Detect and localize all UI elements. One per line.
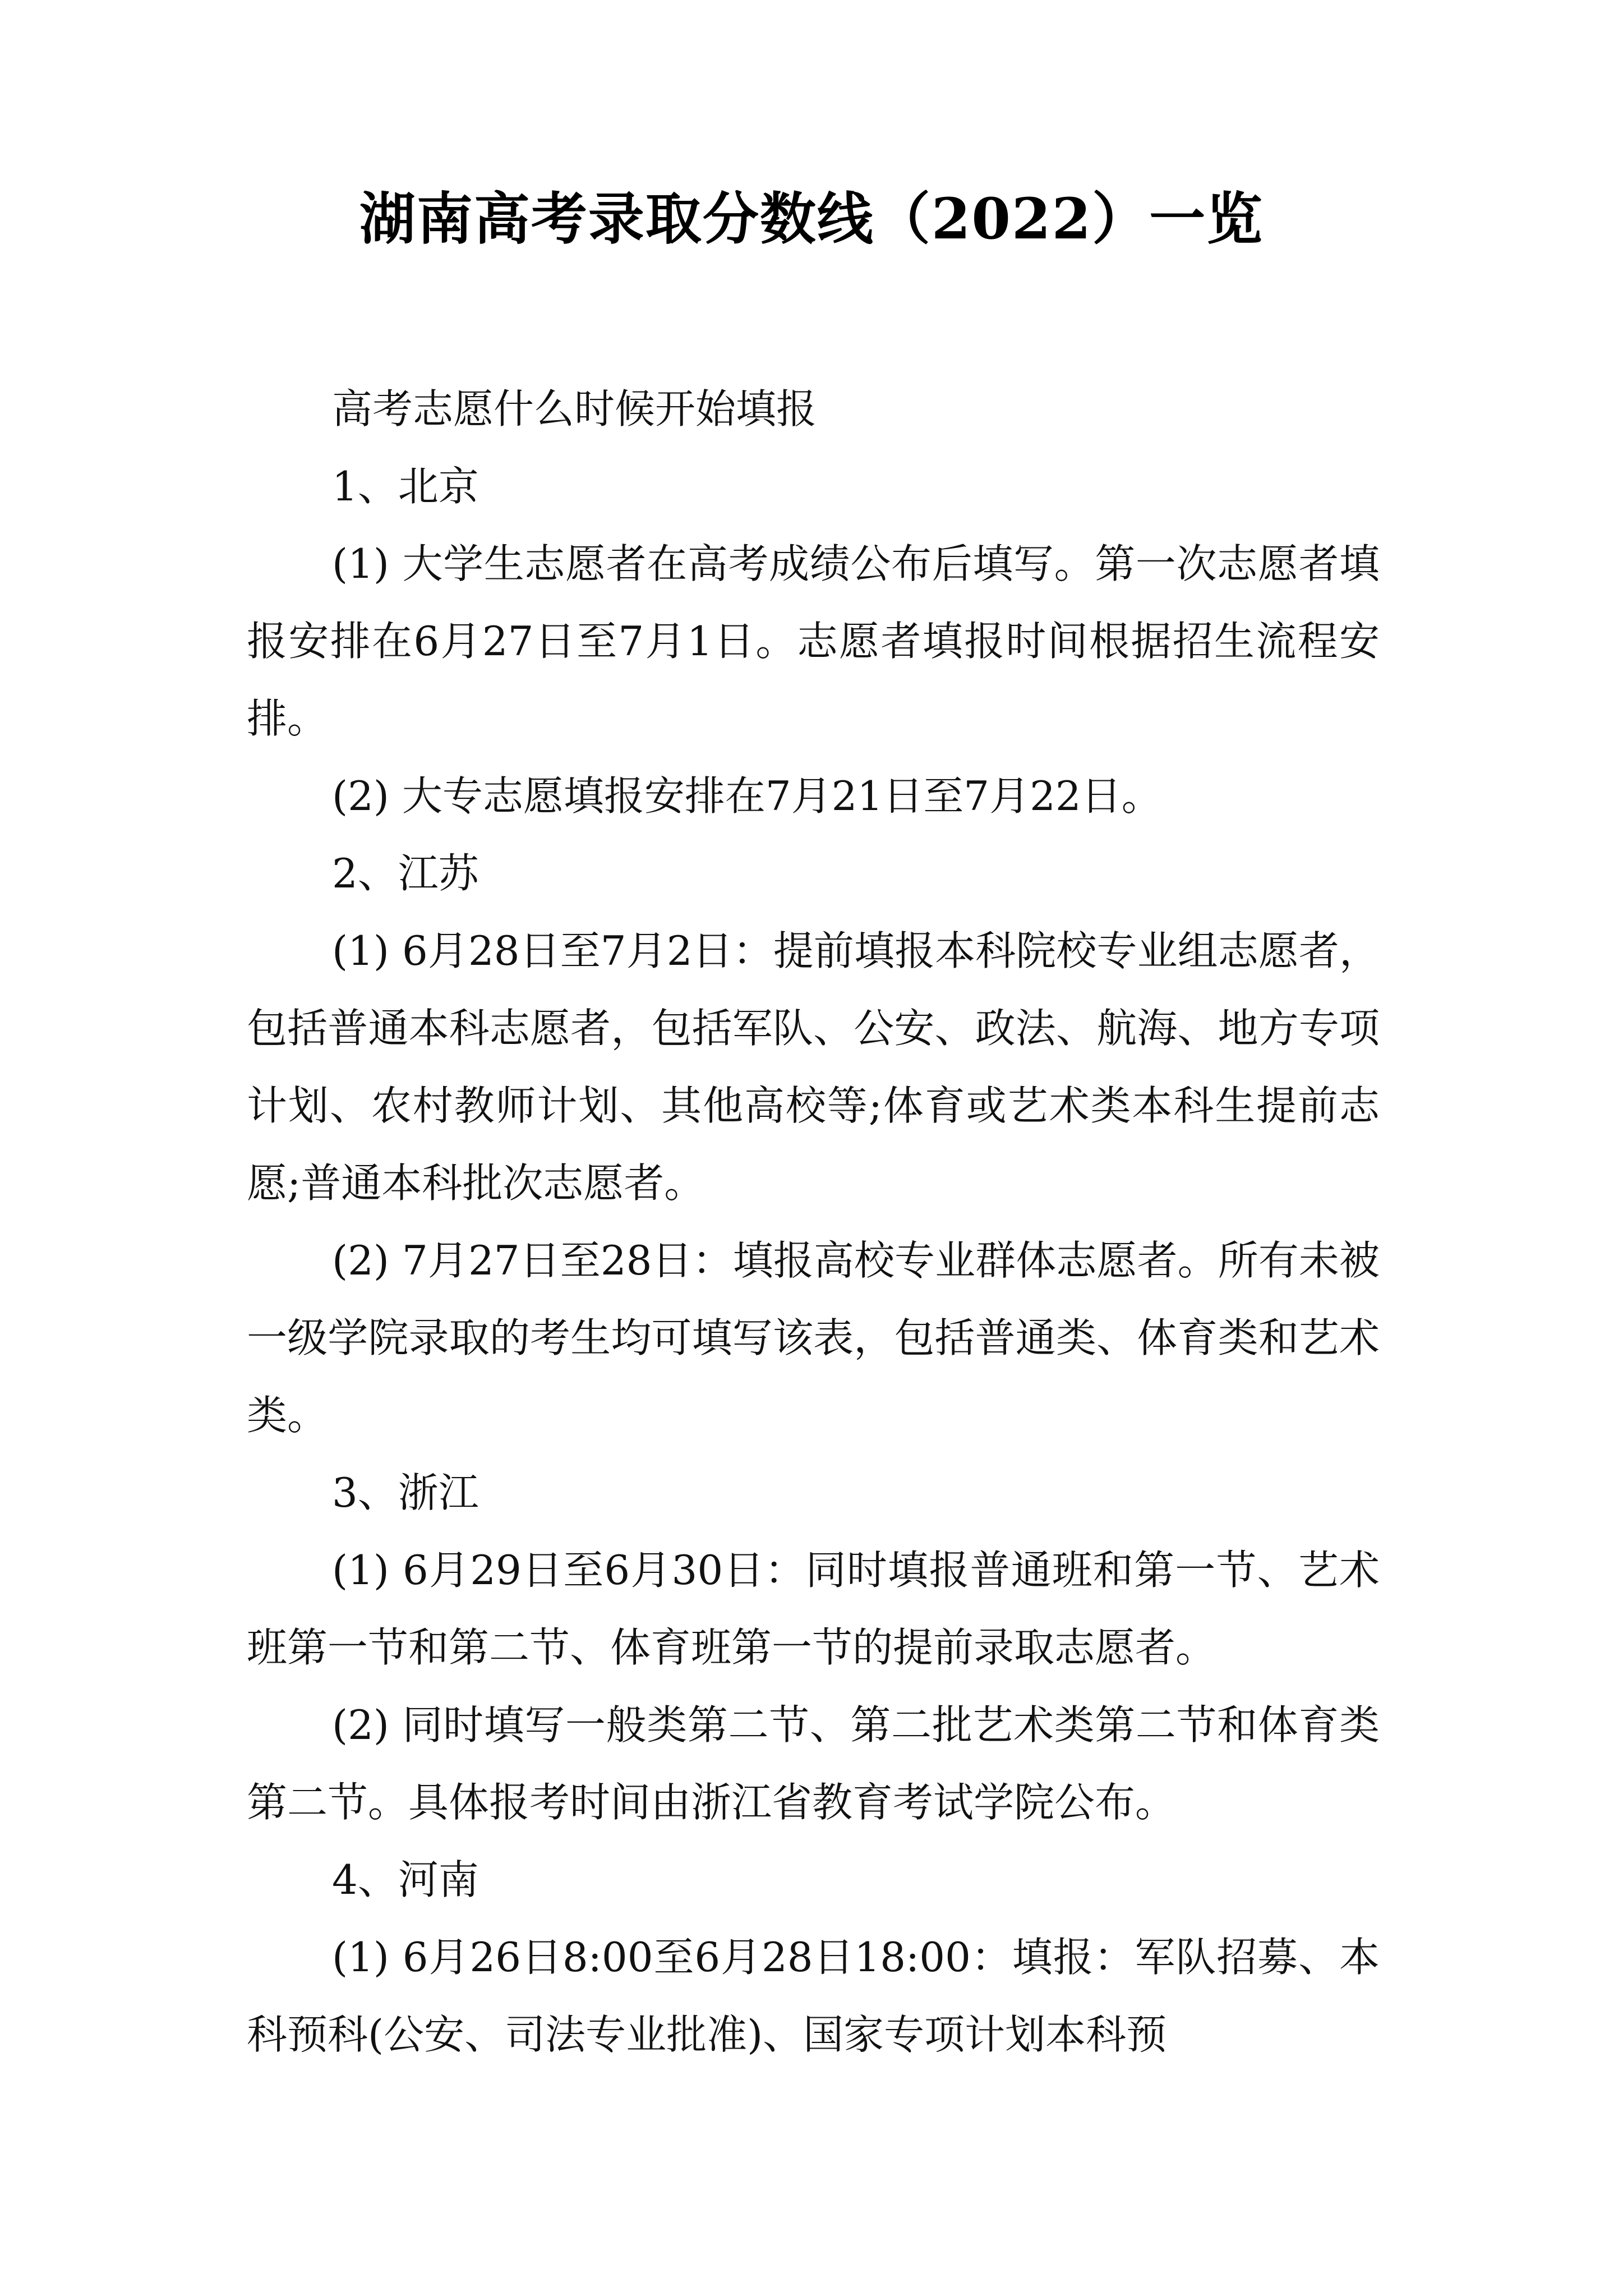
paragraph-zhejiang-2: (2) 同时填写一般类第二节、第二批艺术类第二节和体育类第二节。具体报考时间由浙江省教育考试学院公布。 <box>247 1701 1380 1826</box>
paragraph-beijing-2: (2) 大专志愿填报安排在7月21日至7月22日。 <box>332 772 1162 820</box>
paragraph-henan-1: (1) 6月26日8:00至6月28日18:00：填报：军队招募、本科预科(公安、司法专业批准)、国家专项计划本科预 <box>247 1934 1380 2058</box>
paragraph-zhejiang-1: (1) 6月29日至6月30日：同时填报普通班和第一节、艺术班第一节和第二节、体育班第一节的提前录取志愿者。 <box>247 1547 1380 1671</box>
paragraph-beijing-1: (1) 大学生志愿者在高考成绩公布后填写。第一次志愿者填报安排在6月27日至7月1日。志愿者填报时间根据招生流程安排。 <box>247 540 1380 742</box>
heading-beijing: 1、北京 <box>332 463 479 510</box>
document-body <box>247 370 1380 2073</box>
paragraph-jiangsu-1: (1) 6月28日至7月2日：提前填报本科院校专业组志愿者，包括普通本科志愿者，包括军队、公安、政法、航海、地方专项计划、农村教师计划、其他高校等;体育或艺术类本科生提前志愿;普通本科批次志愿者。 <box>247 927 1380 1207</box>
document-title: 湖南高考录取分数线（2022）一览 <box>359 186 1264 252</box>
heading-jiangsu: 2、江苏 <box>332 850 479 897</box>
heading-henan: 4、河南 <box>332 1856 479 1903</box>
paragraph-intro: 高考志愿什么时候开始填报 <box>332 385 817 432</box>
heading-zhejiang: 3、浙江 <box>332 1469 479 1516</box>
paragraph-jiangsu-2: (2) 7月27日至28日：填报高校专业群体志愿者。所有未被一级学院录取的考生均可填写该表，包括普通类、体育类和艺术类。 <box>247 1237 1380 1439</box>
